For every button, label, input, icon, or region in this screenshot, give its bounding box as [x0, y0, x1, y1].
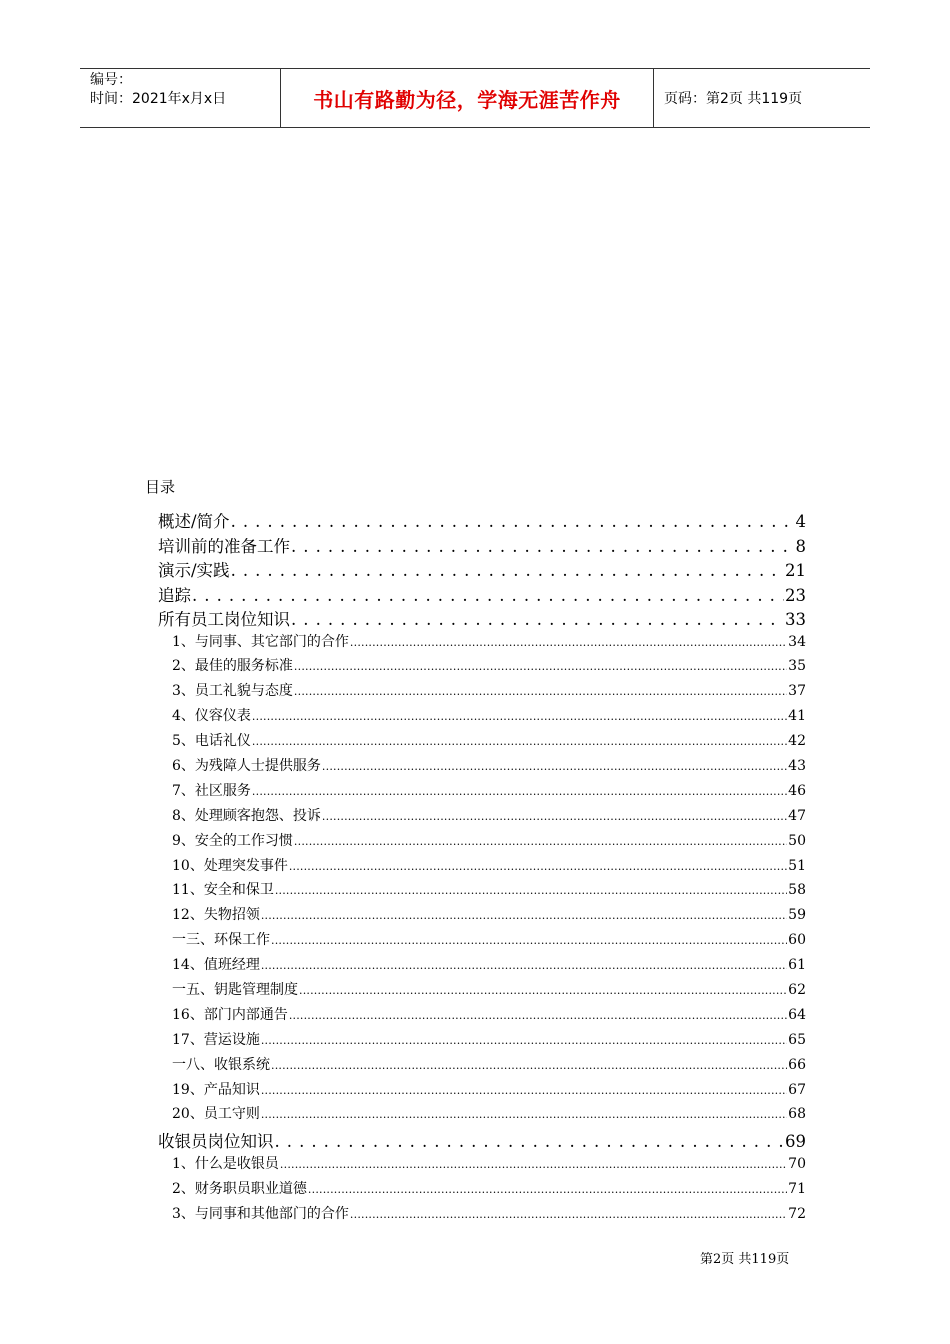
toc-dot-leader — [261, 1032, 787, 1048]
toc-entry[interactable] — [158, 606, 806, 631]
table-of-contents — [158, 508, 806, 1227]
toc-entry-page: 64 — [788, 1006, 806, 1023]
toc-entry-page: 47 — [788, 807, 806, 824]
page-footer: 第2页 共119页 — [700, 1252, 790, 1267]
toc-entry-label: 1、什么是收银员 — [172, 1155, 279, 1172]
toc-entry-label: 8、处理顾客抱怨、投诉 — [172, 807, 321, 824]
toc-entry[interactable] — [158, 805, 806, 830]
toc-entry[interactable] — [158, 582, 806, 607]
toc-dot-leader — [289, 1007, 787, 1023]
toc-entry-label: 追踪 — [158, 585, 191, 605]
page-header — [80, 68, 870, 128]
toc-entry[interactable] — [158, 1079, 806, 1104]
toc-entry-page: 71 — [788, 1180, 806, 1197]
toc-entry-label: 2、最佳的服务标准 — [172, 658, 293, 675]
toc-entry-label: 11、安全和保卫 — [172, 882, 274, 899]
header-page-info: 页码：第2页 共119页 — [664, 91, 803, 107]
toc-dot-leader — [275, 1132, 785, 1151]
toc-title: 目录 — [145, 478, 176, 496]
toc-entry-page: 66 — [788, 1056, 806, 1073]
toc-entry-label: 1、与同事、其它部门的合作 — [172, 633, 349, 650]
header-number-label: 编号： — [90, 72, 132, 88]
toc-entry[interactable] — [158, 755, 806, 780]
toc-entry-label: 9、安全的工作习惯 — [172, 832, 293, 849]
toc-entry-page: 21 — [785, 561, 806, 580]
toc-entry-page: 72 — [788, 1205, 806, 1222]
toc-entry-label: 4、仪容仪表 — [172, 708, 251, 725]
toc-entry[interactable] — [158, 557, 806, 582]
toc-entry-page: 4 — [795, 512, 806, 531]
toc-entry[interactable] — [158, 855, 806, 880]
toc-entry-page: 42 — [788, 733, 806, 750]
toc-dot-leader — [294, 833, 787, 849]
toc-dot-leader — [350, 1206, 787, 1222]
toc-entry-page: 35 — [788, 658, 806, 675]
toc-dot-leader — [299, 982, 787, 998]
toc-entry-label: 演示/实践 — [158, 561, 230, 580]
toc-entry-page: 62 — [788, 981, 806, 998]
toc-entry[interactable] — [158, 904, 806, 929]
toc-entry-label: 6、为残障人士提供服务 — [172, 757, 321, 774]
toc-entry-page: 70 — [788, 1155, 806, 1172]
toc-entry[interactable] — [158, 1203, 806, 1228]
toc-dot-leader — [192, 586, 784, 605]
toc-dot-leader — [231, 561, 784, 580]
toc-dot-leader — [280, 1156, 787, 1172]
toc-dot-leader — [275, 882, 787, 898]
toc-dot-leader — [271, 1057, 787, 1073]
toc-entry-label: 一八、收银系统 — [172, 1056, 270, 1073]
toc-entry-label: 2、财务职员职业道德 — [172, 1180, 307, 1197]
toc-entry-label: 14、值班经理 — [172, 957, 260, 974]
toc-entry[interactable] — [158, 1029, 806, 1054]
toc-entry-label: 7、社区服务 — [172, 782, 251, 799]
toc-entry-label: 19、产品知识 — [172, 1081, 260, 1098]
toc-entry[interactable] — [158, 655, 806, 680]
header-meta — [80, 69, 281, 127]
toc-dot-leader — [308, 1181, 787, 1197]
toc-entry-page: 60 — [788, 932, 806, 949]
toc-entry[interactable] — [158, 1153, 806, 1178]
toc-entry[interactable] — [158, 730, 806, 755]
toc-entry[interactable] — [158, 929, 806, 954]
toc-dot-leader — [252, 733, 787, 749]
toc-dot-leader — [291, 610, 784, 629]
toc-entry-page: 69 — [785, 1132, 806, 1152]
toc-dot-leader — [322, 758, 787, 774]
toc-entry[interactable] — [158, 1103, 806, 1128]
toc-entry-page: 61 — [788, 957, 806, 974]
toc-entry-label: 概述/简介 — [158, 512, 230, 531]
toc-entry-page: 67 — [788, 1081, 806, 1098]
toc-entry-label: 10、处理突发事件 — [172, 857, 288, 874]
toc-entry-label: 收银员岗位知识 — [158, 1132, 274, 1152]
toc-entry-page: 41 — [788, 708, 806, 725]
toc-dot-leader — [252, 708, 787, 724]
toc-entry-label: 20、员工守则 — [172, 1106, 260, 1123]
toc-entry-page: 8 — [795, 536, 806, 556]
toc-entry[interactable] — [158, 954, 806, 979]
toc-entry[interactable] — [158, 979, 806, 1004]
toc-entry-page: 59 — [788, 907, 806, 924]
toc-entry-label: 16、部门内部通告 — [172, 1006, 288, 1023]
toc-entry-label: 培训前的准备工作 — [158, 536, 290, 556]
toc-entry[interactable] — [158, 705, 806, 730]
toc-entry[interactable] — [158, 1178, 806, 1203]
toc-dot-leader — [261, 907, 787, 923]
toc-entry-page: 68 — [788, 1106, 806, 1123]
toc-dot-leader — [294, 683, 787, 699]
toc-entry[interactable] — [158, 1004, 806, 1029]
toc-entry-page: 34 — [788, 633, 806, 650]
toc-dot-leader — [261, 1082, 787, 1098]
toc-entry-label: 3、员工礼貌与态度 — [172, 683, 293, 700]
header-motto: 书山有路勤为径，学海无涯苦作舟 — [281, 69, 654, 127]
toc-entry[interactable] — [158, 508, 806, 533]
toc-dot-leader — [261, 1106, 787, 1122]
toc-entry-page: 33 — [785, 610, 806, 629]
toc-entry-label: 17、营运设施 — [172, 1031, 260, 1048]
toc-entry-label: 一五、钥匙管理制度 — [172, 981, 298, 998]
toc-entry-page: 23 — [785, 585, 806, 605]
toc-entry[interactable] — [158, 879, 806, 904]
toc-entry-label: 所有员工岗位知识 — [158, 610, 290, 629]
toc-entry[interactable] — [158, 1054, 806, 1079]
toc-dot-leader — [322, 808, 787, 824]
toc-entry[interactable] — [158, 830, 806, 855]
toc-entry-page: 58 — [788, 882, 806, 899]
toc-entry[interactable] — [158, 1128, 806, 1153]
toc-dot-leader — [289, 858, 787, 874]
toc-entry[interactable] — [158, 780, 806, 805]
toc-entry-label: 一三、环保工作 — [172, 932, 270, 949]
toc-dot-leader — [271, 932, 787, 948]
toc-entry[interactable] — [158, 631, 806, 656]
toc-entry-page: 50 — [788, 832, 806, 849]
toc-dot-leader — [252, 783, 787, 799]
toc-entry-page: 46 — [788, 782, 806, 799]
toc-entry-label: 3、与同事和其他部门的合作 — [172, 1205, 349, 1222]
toc-entry-label: 5、电话礼仪 — [172, 733, 251, 750]
toc-entry-page: 65 — [788, 1031, 806, 1048]
toc-entry-page: 37 — [788, 683, 806, 700]
toc-dot-leader — [261, 957, 787, 973]
toc-entry-page: 51 — [788, 857, 806, 874]
toc-entry[interactable] — [158, 533, 806, 558]
toc-entry[interactable] — [158, 680, 806, 705]
toc-dot-leader — [231, 512, 795, 531]
toc-dot-leader — [350, 634, 787, 650]
toc-entry-page: 43 — [788, 757, 806, 774]
header-time-label: 时间：2021年x月x日 — [90, 91, 227, 107]
toc-entry-label: 12、失物招领 — [172, 907, 260, 924]
toc-dot-leader — [294, 658, 787, 674]
toc-dot-leader — [291, 537, 795, 556]
